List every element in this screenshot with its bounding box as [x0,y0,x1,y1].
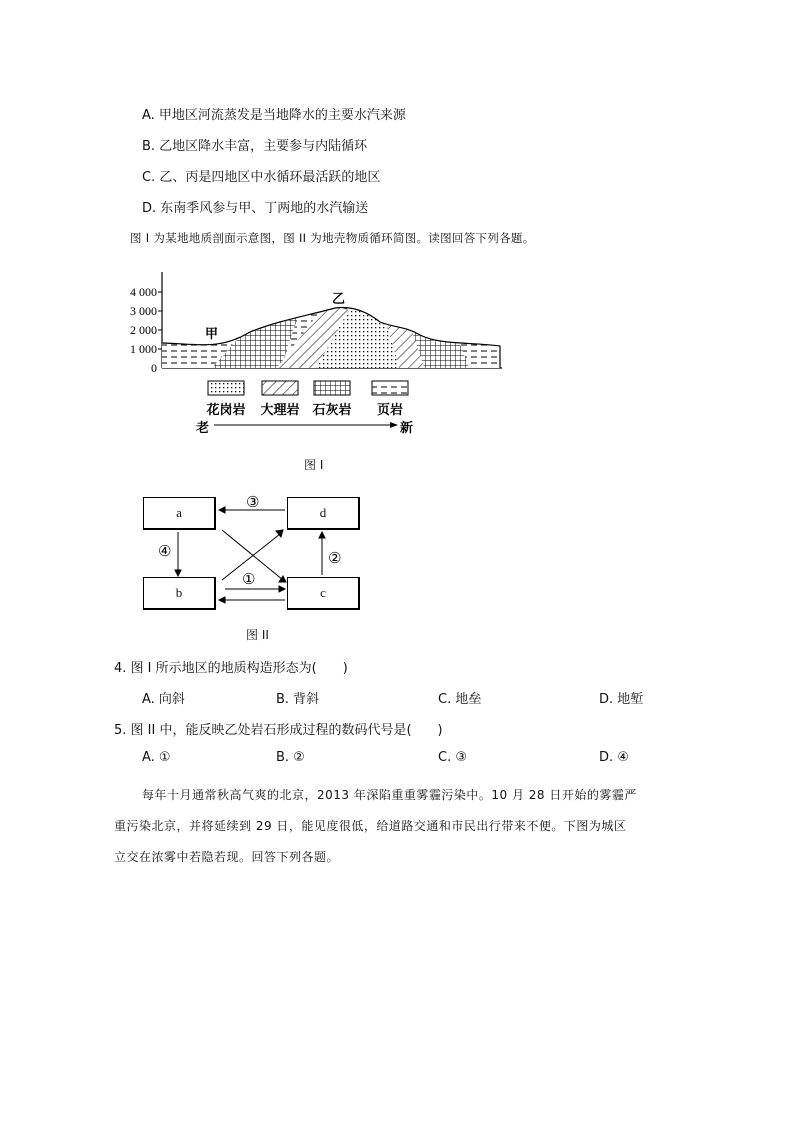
option-a: A. 甲地区河流蒸发是当地降水的主要水汽来源 [142,108,406,123]
arrow-label-4: ④ [158,542,172,560]
arrow-label-1: ① [242,570,256,588]
box-b: b [143,577,216,610]
q5-option-c: C. ③ [438,750,467,765]
legend-swatch-marble [262,381,298,395]
figure2-caption: 图 II [246,628,269,642]
passage-line-1: 每年十月通常秋高气爽的北京，2013 年深陷重重雾霾污染中。10 月 28 日开始的雾霾严 [142,788,637,802]
y-tick: 0 [151,361,157,375]
y-tick: 4 000 [130,285,157,299]
option-b: B. 乙地区降水丰富，主要参与内陆循环 [142,139,368,154]
figure1-caption: 图 I [304,458,324,472]
q4-option-a: A. 向斜 [142,692,185,707]
question-5-stem: 5. 图 II 中，能反映乙处岩石形成过程的数码代号是( ) [114,723,443,738]
legend-swatch-granite [208,381,244,395]
q5-option-a: A. ① [142,750,171,765]
arrow-label-2: ② [328,549,342,567]
figure-intro: 图 I 为某地地质剖面示意图，图 II 为地壳物质循环简图。读图回答下列各题。 [130,231,535,245]
q5-option-d: D. ④ [599,750,629,765]
q4-option-b: B. 背斜 [276,692,320,707]
box-a: a [143,497,216,530]
q4-option-d: D. 地堑 [599,692,644,707]
y-tick: 3 000 [130,304,157,318]
legend-label-shale: 页岩 [376,403,404,418]
question-4-stem: 4. 图 I 所示地区的地质构造形态为( ) [114,661,348,676]
age-old-label: 老 [196,421,210,436]
geologic-cross-section [110,270,530,445]
box-c: c [287,577,360,610]
legend-swatch-shale [372,381,408,395]
passage-line-3: 立交在浓雾中若隐若现。回答下列各题。 [114,850,340,864]
passage-line-2: 重污染北京，并将延续到 29 日，能见度很低，给道路交通和市民出行带来不便。下图为城区 [114,819,627,833]
arrow-label-3: ③ [246,493,260,511]
legend-swatch-limestone [314,381,350,395]
option-d: D. 东南季风参与甲、丁两地的水汽输送 [142,201,369,216]
q4-option-c: C. 地垒 [438,692,482,707]
label-jia: 甲 [205,327,219,342]
legend-label-limestone: 石灰岩 [312,403,352,418]
legend-label-marble: 大理岩 [260,403,300,418]
box-d: d [287,497,360,530]
rock-cycle-diagram [140,490,370,615]
y-tick: 2 000 [130,323,157,337]
label-yi: 乙 [332,292,346,307]
option-c: C. 乙、丙是四地区中水循环最活跃的地区 [142,170,381,185]
y-tick: 1 000 [130,342,157,356]
q5-option-b: B. ② [276,750,305,765]
legend-label-granite: 花岗岩 [206,403,246,418]
age-new-label: 新 [400,421,414,436]
